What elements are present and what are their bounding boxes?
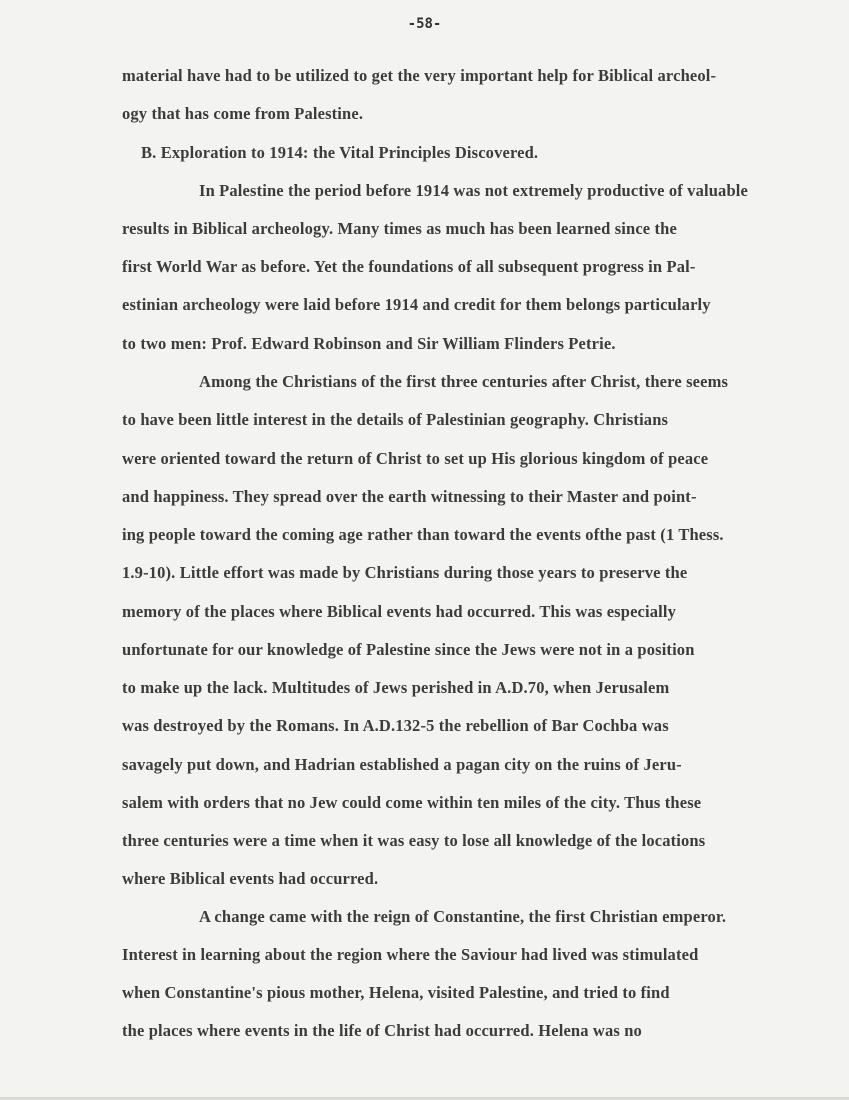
section-heading: B. Exploration to 1914: the Vital Principles Discovered. bbox=[141, 143, 539, 162]
text-line: ing people toward the coming age rather than toward the events ofthe past (1 Thess. bbox=[122, 525, 724, 544]
text-line: to two men: Prof. Edward Robinson and Sir William Flinders Petrie. bbox=[122, 334, 616, 353]
text-line: when Constantine's pious mother, Helena, visited Palestine, and tried to find bbox=[122, 983, 670, 1002]
paragraph-first-line: In Palestine the period before 1914 was not extremely productive of valuable bbox=[199, 181, 748, 200]
text-line: unfortunate for our knowledge of Palestine since the Jews were not in a position bbox=[122, 640, 695, 659]
text-line: ogy that has come from Palestine. bbox=[122, 104, 364, 123]
text-line: 1.9-10). Little effort was made by Christians during those years to preserve the bbox=[122, 563, 688, 582]
text-line: memory of the places where Biblical events had occurred. This was especially bbox=[122, 602, 677, 621]
text-line: was destroyed by the Romans. In A.D.132-5 the rebellion of Bar Cochba was bbox=[122, 716, 669, 735]
text-line: were oriented toward the return of Christ to set up His glorious kingdom of peace bbox=[122, 449, 709, 468]
text-line: to have been little interest in the details of Palestinian geography. Christians bbox=[122, 410, 669, 429]
page-number: -58- bbox=[407, 16, 442, 32]
paragraph-first-line: Among the Christians of the first three centuries after Christ, there seems bbox=[199, 372, 729, 391]
text-line: where Biblical events had occurred. bbox=[122, 869, 379, 888]
text-line: salem with orders that no Jew could come within ten miles of the city. Thus these bbox=[122, 793, 702, 812]
text-line: the places where events in the life of Christ had occurred. Helena was no bbox=[122, 1021, 642, 1040]
text-line: and happiness. They spread over the earth witnessing to their Master and point- bbox=[122, 487, 697, 506]
text-line: first World War as before. Yet the foundations of all subsequent progress in Pal- bbox=[122, 257, 696, 276]
text-line: Interest in learning about the region where the Saviour had lived was stimulated bbox=[122, 945, 699, 964]
paragraph-first-line: A change came with the reign of Constantine, the first Christian emperor. bbox=[199, 907, 727, 926]
text-line: three centuries were a time when it was easy to lose all knowledge of the locations bbox=[122, 831, 706, 850]
text-line: estinian archeology were laid before 1914 and credit for them belongs particularly bbox=[122, 295, 711, 314]
text-line: material have had to be utilized to get the very important help for Biblical archeol- bbox=[122, 66, 717, 85]
text-line: results in Biblical archeology. Many times as much has been learned since the bbox=[122, 219, 677, 238]
text-line: to make up the lack. Multitudes of Jews perished in A.D.70, when Jerusalem bbox=[122, 678, 670, 697]
text-line: savagely put down, and Hadrian established a pagan city on the ruins of Jeru- bbox=[122, 755, 682, 774]
